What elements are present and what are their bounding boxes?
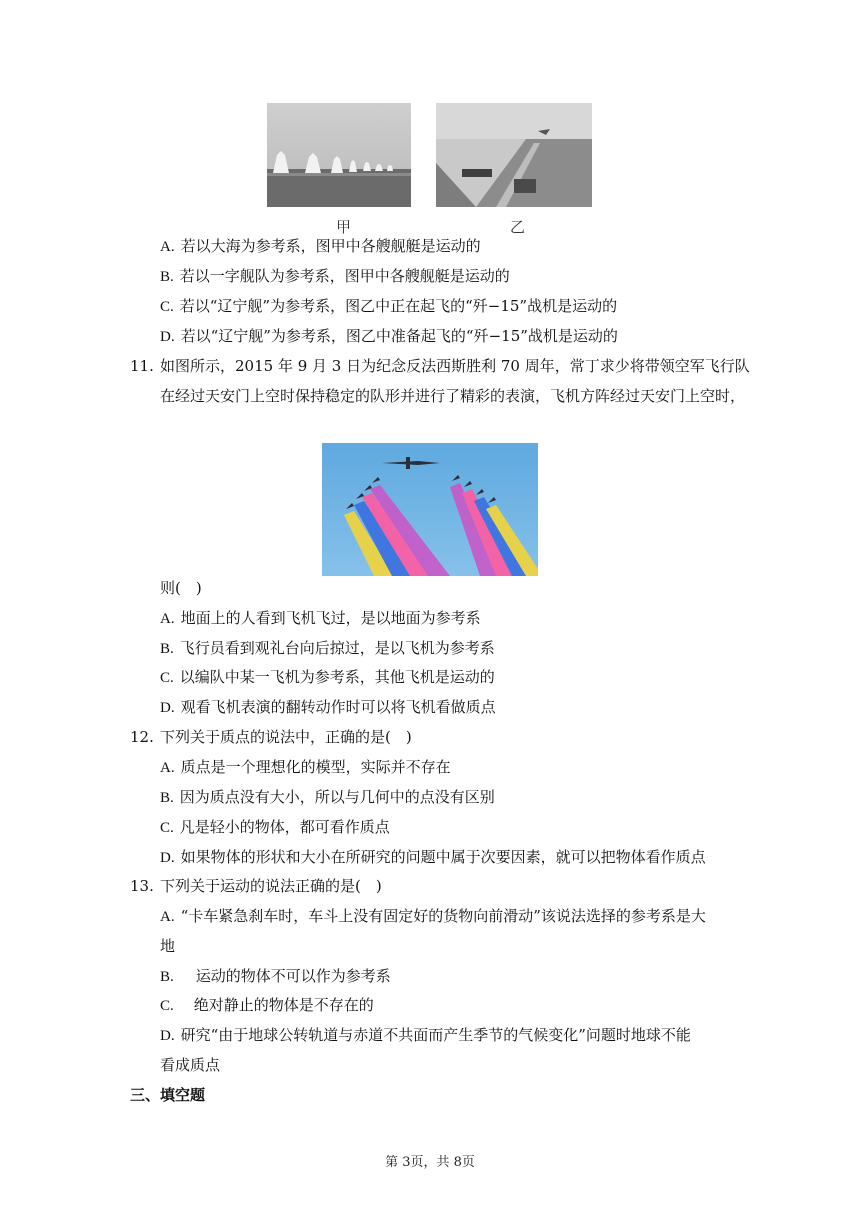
q11-option-d: D. 观看飞机表演的翻转动作时可以将飞机看做质点	[160, 698, 496, 716]
q12-option-d: D. 如果物体的形状和大小在所研究的问题中属于次要因素，就可以把物体看作质点	[160, 848, 706, 866]
q13-option-a: A. “卡车紧急刹车时，车斗上没有固定好的货物向前滑动”该说法选择的参考系是大	[160, 907, 706, 925]
q13-stem: 下列关于运动的说法正确的是( )	[160, 877, 382, 895]
q13-number: 13.	[130, 877, 154, 895]
q11-stem-end: 则( )	[160, 579, 202, 597]
q13-option-c: C. 绝对静止的物体是不存在的	[160, 996, 374, 1014]
q12-option-b: B. 因为质点没有大小，所以与几何中的点没有区别	[160, 788, 495, 806]
page-footer: 第 3页，共 8页	[385, 1155, 475, 1170]
q10-option-b: B. 若以一字舰队为参考系，图甲中各艘舰艇是运动的	[160, 267, 510, 285]
q10-option-c: C. 若以“辽宁舰”为参考系，图乙中正在起飞的“歼−15”战机是运动的	[160, 297, 618, 315]
q12-option-a: A. 质点是一个理想化的模型，实际并不存在	[160, 758, 451, 776]
q10-option-a: A. 若以大海为参考系，图甲中各艘舰艇是运动的	[160, 237, 481, 255]
q13-option-d: D. 研究“由于地球公转轨道与赤道不共面而产生季节的气候变化”问题时地球不能	[160, 1026, 691, 1044]
q12-number: 12.	[130, 728, 154, 746]
caption-left: 甲	[336, 218, 352, 236]
section-title-fill-in: 三、填空题	[130, 1086, 206, 1104]
q11-number: 11.	[130, 357, 154, 375]
caption-right: 乙	[510, 218, 526, 236]
q10-option-d: D. 若以“辽宁舰”为参考系，图乙中准备起飞的“歼−15”战机是运动的	[160, 327, 618, 345]
q11-option-b: B. 飞行员看到观礼台向后掠过，是以飞机为参考系	[160, 639, 495, 657]
q11-option-a: A. 地面上的人看到飞机飞过，是以地面为参考系	[160, 609, 481, 627]
q11-stem-line1: 如图所示，2015 年 9 月 3 日为纪念反法西斯胜利 70 周年，常丁求少将带领空军飞行队	[160, 357, 750, 375]
q11-option-c: C. 以编队中某一飞机为参考系，其他飞机是运动的	[160, 668, 495, 686]
carrier-photo	[436, 103, 592, 207]
q13-option-b: B. 运动的物体不可以作为参考系	[160, 967, 391, 985]
q13-option-a-cont: 地	[160, 937, 176, 955]
q12-stem: 下列关于质点的说法中，正确的是( )	[160, 728, 412, 746]
q12-option-c: C. 凡是轻小的物体，都可看作质点	[160, 818, 390, 836]
q11-stem-line2: 在经过天安门上空时保持稳定的队形并进行了精彩的表演，飞机方阵经过天安门上空时，	[160, 387, 746, 405]
aerobatic-team-photo	[322, 443, 538, 576]
q13-option-d-cont: 看成质点	[160, 1056, 221, 1074]
fleet-photo	[267, 103, 411, 207]
